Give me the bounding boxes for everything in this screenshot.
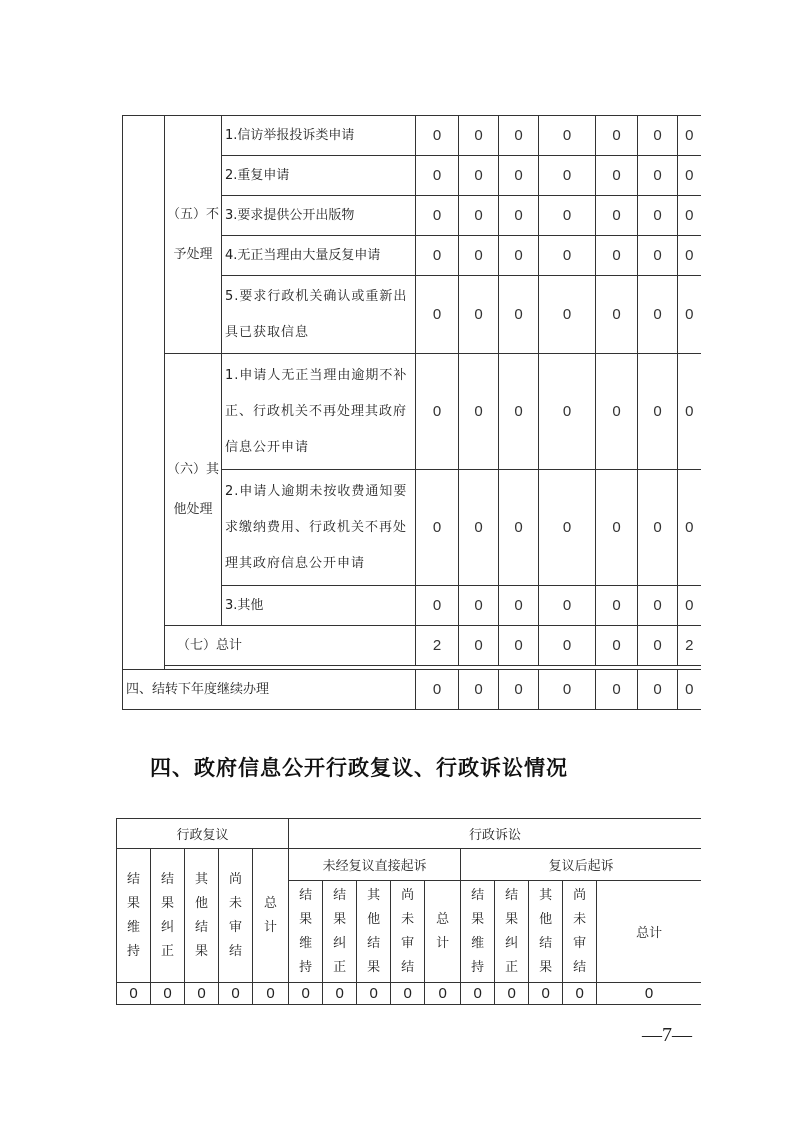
value-cell: 0: [459, 156, 499, 196]
value-cell: 0: [678, 586, 701, 626]
value-cell: 0: [596, 586, 638, 626]
value-cell: 0: [678, 354, 701, 470]
value-cell: 0: [638, 470, 678, 586]
value-cell: 0: [678, 276, 701, 354]
value-cell: 0: [416, 670, 459, 710]
after-col: 尚未审结: [563, 881, 597, 983]
value-cell: 0: [597, 983, 701, 1005]
review-col: 结果纠正: [151, 849, 185, 983]
value-cell: 0: [596, 470, 638, 586]
page-number: —7—: [642, 1024, 692, 1046]
value-cell: 0: [459, 236, 499, 276]
value-cell: 0: [391, 983, 425, 1005]
direct-col: 其他结果: [357, 881, 391, 983]
value-cell: 0: [596, 354, 638, 470]
review-col: 尚未审结: [219, 849, 253, 983]
value-cell: 0: [638, 626, 678, 666]
after-header: 复议后起诉: [461, 849, 701, 881]
value-cell: 0: [499, 626, 539, 666]
value-cell: 0: [185, 983, 219, 1005]
value-cell: 0: [638, 354, 678, 470]
value-cell: 0: [638, 156, 678, 196]
value-cell: 0: [539, 470, 596, 586]
value-cell: 0: [416, 586, 459, 626]
value-cell: 0: [425, 983, 461, 1005]
direct-col: 尚未审结: [391, 881, 425, 983]
value-cell: 0: [678, 156, 701, 196]
review-litigation-table: [116, 818, 701, 1005]
value-cell: 0: [596, 276, 638, 354]
value-cell: 0: [459, 116, 499, 156]
value-cell: 0: [416, 156, 459, 196]
value-cell: 0: [499, 116, 539, 156]
value-cell: 0: [539, 196, 596, 236]
value-cell: 0: [357, 983, 391, 1005]
value-cell: 0: [596, 156, 638, 196]
value-cell: 0: [638, 196, 678, 236]
row-label: 1.信访举报投诉类申请: [222, 116, 416, 156]
row-label: 2.重复申请: [222, 156, 416, 196]
category-cell: （五）不予处理: [165, 116, 222, 354]
value-cell: 2: [416, 626, 459, 666]
value-cell: 0: [499, 196, 539, 236]
value-cell: 0: [529, 983, 563, 1005]
value-cell: 0: [678, 236, 701, 276]
total-label: （七）总计: [165, 626, 416, 666]
value-cell: 0: [596, 116, 638, 156]
value-cell: 0: [416, 116, 459, 156]
table-row: [123, 354, 701, 470]
direct-col: 总计: [425, 881, 461, 983]
value-cell: 0: [459, 470, 499, 586]
total-row: [123, 626, 701, 666]
after-col: 其他结果: [529, 881, 563, 983]
direct-col: 结果纠正: [323, 881, 357, 983]
section-heading: 四、政府信息公开行政复议、行政诉讼情况: [150, 756, 568, 780]
review-col: 结果维持: [117, 849, 151, 983]
value-cell: 0: [678, 116, 701, 156]
review-header: 行政复议: [117, 819, 289, 849]
direct-header: 未经复议直接起诉: [289, 849, 461, 881]
value-cell: 0: [459, 586, 499, 626]
value-cell: 0: [416, 276, 459, 354]
row-label: 4.无正当理由大量反复申请: [222, 236, 416, 276]
value-cell: 0: [151, 983, 185, 1005]
direct-col: 结果维持: [289, 881, 323, 983]
value-cell: 0: [459, 276, 499, 354]
value-cell: 0: [678, 470, 701, 586]
value-cell: 0: [499, 236, 539, 276]
row-label: 2.申请人逾期未按收费通知要求缴纳费用、行政机关不再处理其政府信息公开申请: [222, 470, 416, 586]
value-cell: 0: [499, 586, 539, 626]
blank-column: [123, 116, 165, 670]
value-cell: 0: [638, 670, 678, 710]
value-cell: 0: [638, 236, 678, 276]
carry-label: 四、结转下年度继续办理: [123, 670, 416, 710]
value-cell: 0: [459, 670, 499, 710]
value-cell: 0: [678, 670, 701, 710]
value-cell: 0: [539, 236, 596, 276]
value-cell: 0: [638, 276, 678, 354]
value-cell: 0: [539, 586, 596, 626]
value-cell: 0: [539, 354, 596, 470]
row-label: 1.申请人无正当理由逾期不补正、行政机关不再处理其政府信息公开申请: [222, 354, 416, 470]
value-cell: 0: [499, 470, 539, 586]
after-col: 总计: [597, 881, 701, 983]
value-cell: 2: [678, 626, 701, 666]
value-cell: 0: [539, 116, 596, 156]
value-cell: 0: [499, 276, 539, 354]
value-cell: 0: [459, 626, 499, 666]
value-cell: 0: [459, 354, 499, 470]
value-cell: 0: [323, 983, 357, 1005]
value-cell: 0: [461, 983, 495, 1005]
after-col: 结果纠正: [495, 881, 529, 983]
value-cell: 0: [563, 983, 597, 1005]
value-cell: 0: [416, 236, 459, 276]
value-cell: 0: [539, 670, 596, 710]
value-cell: 0: [416, 470, 459, 586]
value-cell: 0: [596, 196, 638, 236]
row-label: 5.要求行政机关确认或重新出具已获取信息: [222, 276, 416, 354]
category-cell: （六）其他处理: [165, 354, 222, 626]
value-cell: 0: [539, 626, 596, 666]
value-cell: 0: [678, 196, 701, 236]
value-cell: 0: [289, 983, 323, 1005]
value-cell: 0: [638, 586, 678, 626]
value-cell: 0: [416, 196, 459, 236]
review-col: 总计: [253, 849, 289, 983]
value-cell: 0: [416, 354, 459, 470]
value-cell: 0: [539, 276, 596, 354]
value-cell: 0: [596, 670, 638, 710]
row-label: 3.其他: [222, 586, 416, 626]
review-col: 其他结果: [185, 849, 219, 983]
disposal-table: [122, 115, 701, 710]
value-cell: 0: [539, 156, 596, 196]
value-cell: 0: [253, 983, 289, 1005]
table-row: [123, 116, 701, 156]
value-cell: 0: [495, 983, 529, 1005]
value-cell: 0: [219, 983, 253, 1005]
carry-row: [123, 670, 701, 710]
value-cell: 0: [596, 236, 638, 276]
value-cell: 0: [459, 196, 499, 236]
value-cell: 0: [117, 983, 151, 1005]
litigation-header: 行政诉讼: [289, 819, 701, 849]
value-cell: 0: [596, 626, 638, 666]
value-cell: 0: [638, 116, 678, 156]
value-cell: 0: [499, 156, 539, 196]
value-cell: 0: [499, 354, 539, 470]
value-cell: 0: [499, 670, 539, 710]
row-label: 3.要求提供公开出版物: [222, 196, 416, 236]
after-col: 结果维持: [461, 881, 495, 983]
